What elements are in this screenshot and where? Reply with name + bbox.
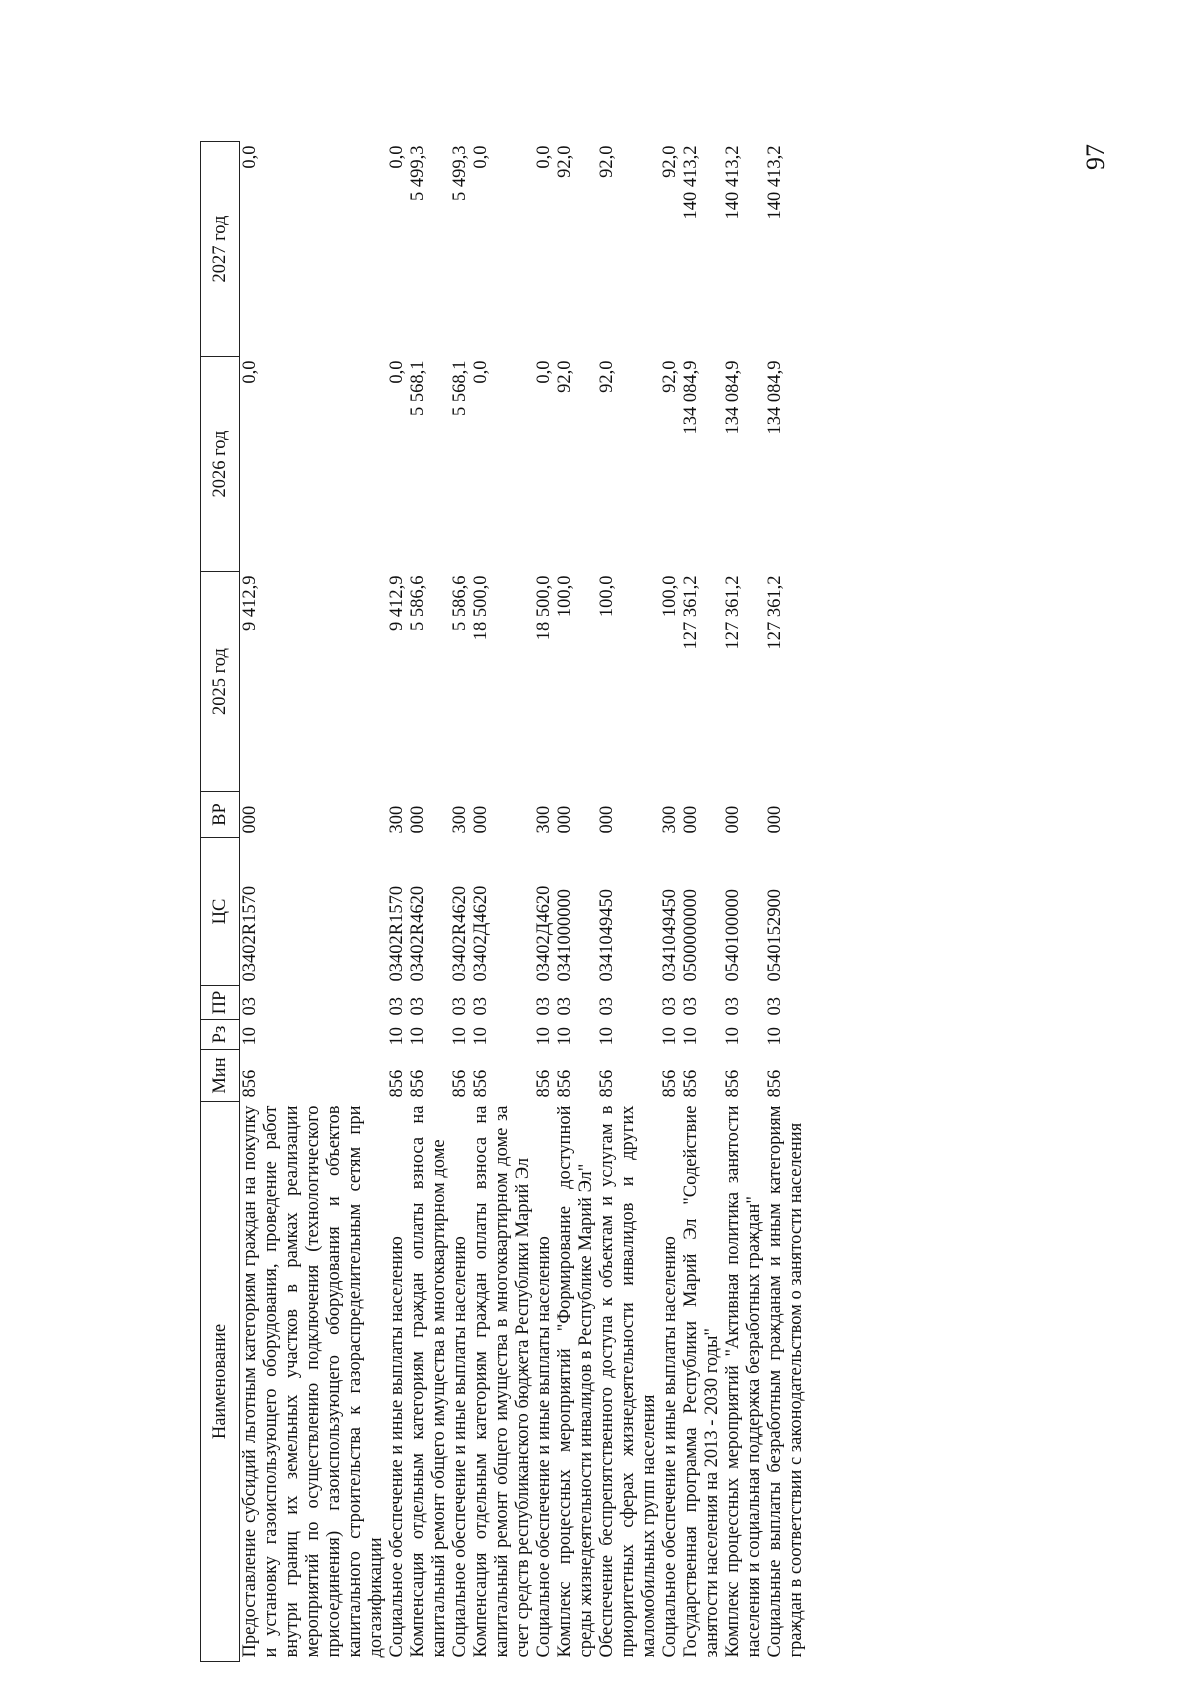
- row-rz: 10: [681, 1027, 701, 1046]
- row-vr: 000: [240, 805, 260, 834]
- row-min: 856: [387, 1069, 407, 1098]
- row-min: 856: [534, 1069, 554, 1098]
- row-min: 856: [555, 1069, 575, 1098]
- row-name: Компенсация отдельным категориям граждан оплаты взноса на капитальный ремонт общего имущества в многоквартирном доме за счет средств республиканского бюджета Республики Марий Эл: [471, 1105, 533, 1658]
- row-rz: 10: [765, 1027, 785, 1046]
- row-vr: 000: [681, 805, 701, 834]
- row-min: 856: [681, 1069, 701, 1098]
- row-vr: 000: [723, 805, 743, 834]
- row-cs: 0341049450: [597, 889, 617, 982]
- row-2025: 9 412,9: [240, 575, 260, 631]
- table-row: [765, 142, 807, 1662]
- row-name: Комплекс процессных мероприятий "Формирование доступной среды жизнедеятельности инвалидов в Республике Марий Эл": [555, 1105, 596, 1658]
- row-rz: 10: [450, 1027, 470, 1046]
- row-cs: 0540152900: [765, 889, 785, 982]
- row-2027: 140 413,2: [681, 145, 701, 220]
- row-min: 856: [765, 1069, 785, 1098]
- row-2025: 9 412,9: [387, 575, 407, 631]
- row-pr: 03: [240, 997, 260, 1016]
- header-cs: ЦС: [201, 838, 240, 986]
- row-rz: 10: [240, 1027, 260, 1046]
- page-number: 97: [1081, 144, 1110, 170]
- table-row: [450, 142, 471, 1662]
- row-rz: 10: [660, 1027, 680, 1046]
- table-row: [534, 142, 555, 1662]
- row-2025: 127 361,2: [681, 575, 701, 650]
- row-cs: 03402R4620: [408, 885, 428, 982]
- table-row: [723, 142, 765, 1662]
- row-2026: 92,0: [660, 360, 680, 393]
- row-min: 856: [723, 1069, 743, 1098]
- row-2025: 18 500,0: [534, 575, 554, 641]
- row-vr: 300: [450, 805, 470, 834]
- table-row: [408, 142, 450, 1662]
- row-min: 856: [408, 1069, 428, 1098]
- table-header-row: [201, 142, 240, 1662]
- row-pr: 03: [471, 997, 491, 1016]
- row-pr: 03: [765, 997, 785, 1016]
- header-2025: 2025 год: [201, 572, 240, 792]
- row-2025: 5 586,6: [450, 575, 470, 631]
- row-pr: 03: [387, 997, 407, 1016]
- row-2027: 92,0: [597, 145, 617, 178]
- table-row: [597, 142, 660, 1662]
- row-rz: 10: [534, 1027, 554, 1046]
- row-name: Социальное обеспечение и иные выплаты населению: [450, 1236, 470, 1658]
- row-name: Социальное обеспечение и иные выплаты населению: [534, 1236, 554, 1658]
- row-pr: 03: [408, 997, 428, 1016]
- row-2025: 5 586,6: [408, 575, 428, 631]
- row-2026: 134 084,9: [681, 360, 701, 435]
- row-2026: 0,0: [387, 360, 407, 384]
- row-pr: 03: [660, 997, 680, 1016]
- row-2027: 92,0: [555, 145, 575, 178]
- row-2025: 100,0: [597, 575, 617, 618]
- row-2027: 92,0: [660, 145, 680, 178]
- row-2025: 100,0: [555, 575, 575, 618]
- row-2026: 0,0: [534, 360, 554, 384]
- row-2025: 18 500,0: [471, 575, 491, 641]
- row-pr: 03: [534, 997, 554, 1016]
- row-2026: 0,0: [240, 360, 260, 384]
- row-min: 856: [597, 1069, 617, 1098]
- row-2027: 0,0: [534, 145, 554, 169]
- table-row: [681, 142, 723, 1662]
- row-2025: 127 361,2: [765, 575, 785, 650]
- row-2025: 127 361,2: [723, 575, 743, 650]
- header-pr: ПР: [201, 986, 240, 1020]
- row-2026: 92,0: [555, 360, 575, 393]
- row-min: 856: [240, 1069, 260, 1098]
- row-name: Предоставление субсидий льготным категориям граждан на покупку и установку газоиспользующего оборудования, проведение работ внутри границ их земельных участков в рамках реализации мероприятий по осуществлению подключения (технологического присоединения) газоиспользующего оборудования и объектов капитального строительства к газораспределительным сетям при догазификации: [240, 1105, 386, 1658]
- row-name: Социальное обеспечение и иные выплаты населению: [387, 1236, 407, 1658]
- row-cs: 03402R4620: [450, 885, 470, 982]
- row-min: 856: [450, 1069, 470, 1098]
- header-name: Наименование: [201, 1102, 240, 1662]
- row-2026: 5 568,1: [450, 360, 470, 416]
- row-vr: 000: [408, 805, 428, 834]
- row-rz: 10: [471, 1027, 491, 1046]
- row-2027: 5 499,3: [450, 145, 470, 201]
- row-cs: 0341049450: [660, 889, 680, 982]
- table-row: [240, 142, 388, 1662]
- row-2027: 0,0: [471, 145, 491, 169]
- header-2027: 2027 год: [201, 142, 240, 357]
- row-name: Социальные выплаты безработным гражданам и иным категориям граждан в соответствии с законодательством о занятости населения: [765, 1105, 806, 1658]
- row-2026: 0,0: [471, 360, 491, 384]
- row-rz: 10: [597, 1027, 617, 1046]
- table-row: [471, 142, 534, 1662]
- row-name: Компенсация отдельным категориям граждан оплаты взноса на капитальный ремонт общего имущества в многоквартирном доме: [408, 1105, 449, 1658]
- row-vr: 000: [765, 805, 785, 834]
- row-cs: 0500000000: [681, 889, 701, 982]
- budget-table: [200, 141, 807, 1662]
- row-vr: 000: [597, 805, 617, 834]
- row-name: Социальное обеспечение и иные выплаты населению: [660, 1236, 680, 1658]
- row-pr: 03: [450, 997, 470, 1016]
- row-pr: 03: [555, 997, 575, 1016]
- row-2027: 0,0: [240, 145, 260, 169]
- table-row: [387, 142, 408, 1662]
- row-cs: 03402Д4620: [471, 885, 491, 982]
- row-cs: 0341000000: [555, 889, 575, 982]
- row-min: 856: [471, 1069, 491, 1098]
- row-vr: 000: [555, 805, 575, 834]
- row-2026: 92,0: [597, 360, 617, 393]
- row-pr: 03: [597, 997, 617, 1016]
- row-2026: 5 568,1: [408, 360, 428, 416]
- row-2026: 134 084,9: [765, 360, 785, 435]
- row-cs: 03402R1570: [240, 885, 260, 982]
- row-pr: 03: [681, 997, 701, 1016]
- table-row: [555, 142, 597, 1662]
- row-vr: 300: [534, 805, 554, 834]
- row-vr: 000: [471, 805, 491, 834]
- row-rz: 10: [387, 1027, 407, 1046]
- row-rz: 10: [408, 1027, 428, 1046]
- header-rz: Рз: [201, 1020, 240, 1050]
- row-2027: 140 413,2: [723, 145, 743, 220]
- row-vr: 300: [660, 805, 680, 834]
- row-2025: 100,0: [660, 575, 680, 618]
- rotated-table-container: [200, 142, 1030, 1662]
- row-min: 856: [660, 1069, 680, 1098]
- row-name: Государственная программа Республики Марий Эл "Содействие занятости населения на 2013 - 2030 годы": [681, 1105, 722, 1658]
- row-pr: 03: [723, 997, 743, 1016]
- row-rz: 10: [555, 1027, 575, 1046]
- row-2027: 0,0: [387, 145, 407, 169]
- row-cs: 0540100000: [723, 889, 743, 982]
- header-vr: ВР: [201, 792, 240, 838]
- row-cs: 03402Д4620: [534, 885, 554, 982]
- table-row: [660, 142, 681, 1662]
- header-2026: 2026 год: [201, 357, 240, 572]
- row-2026: 134 084,9: [723, 360, 743, 435]
- header-min: Мин: [201, 1050, 240, 1102]
- row-cs: 03402R1570: [387, 885, 407, 982]
- row-2027: 140 413,2: [765, 145, 785, 220]
- row-name: Обеспечение беспрепятственного доступа к объектам и услугам в приоритетных сферах жизнедеятельности инвалидов и других маломобильных групп населения: [597, 1105, 659, 1658]
- row-rz: 10: [723, 1027, 743, 1046]
- row-vr: 300: [387, 805, 407, 834]
- row-2027: 5 499,3: [408, 145, 428, 201]
- row-name: Комплекс процессных мероприятий "Активная политика занятости населения и социальная поддержка безработных граждан": [723, 1105, 764, 1658]
